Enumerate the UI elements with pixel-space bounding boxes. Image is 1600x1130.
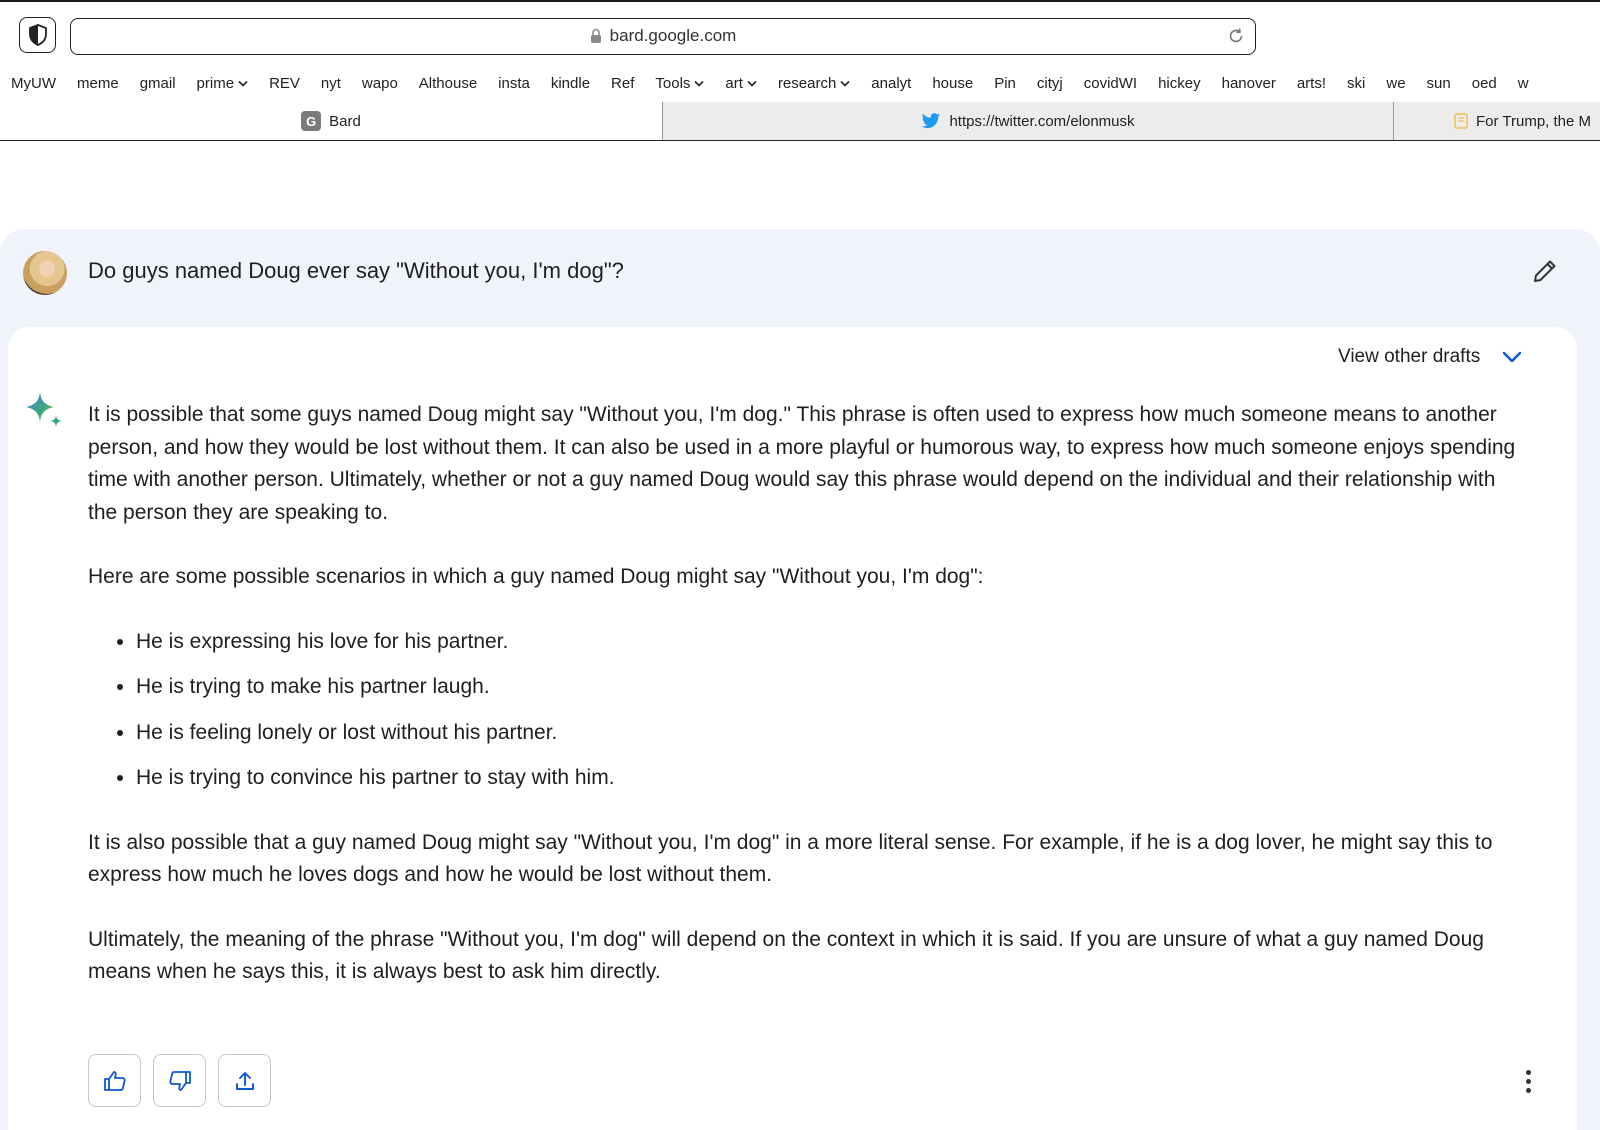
response-paragraph: It is possible that some guys named Doug might say "Without you, I'm dog." This phrase is often used to express how much someone means to another person, and how they would be lost without them. It can also be used in a more playful or humorous way, to express how much someone enjoys spending time with another person. Ultimately, whether or not a guy named Doug would say this phrase would depend on the individual and their relationship with the person they are speaking to. xyxy=(88,403,1516,524)
bookmark-arts[interactable] xyxy=(1286,75,1336,92)
bookmark-hanover[interactable] xyxy=(1211,75,1286,92)
bookmark-label: research xyxy=(777,74,837,92)
bookmark-research[interactable] xyxy=(767,75,860,92)
response-body xyxy=(88,399,1528,1021)
list-item: • He is trying to convince his partner to stay with him. xyxy=(136,762,1528,795)
tab-label: https://twitter.com/elonmusk xyxy=(949,112,1135,130)
tab-label: Bard xyxy=(329,112,361,130)
list-item: • He is expressing his love for his partner. xyxy=(136,626,1528,659)
user-prompt-row xyxy=(0,229,1600,327)
bookmark-label: hanover xyxy=(1221,74,1276,92)
news-icon xyxy=(1454,113,1468,129)
bookmark-label: arts! xyxy=(1296,74,1327,92)
share-button[interactable] xyxy=(218,1054,271,1107)
thumbs-down-button[interactable] xyxy=(153,1054,206,1107)
pencil-icon xyxy=(1531,257,1559,285)
bookmark-label: Pin xyxy=(994,74,1016,92)
bookmark-sun[interactable] xyxy=(1416,75,1461,92)
bookmark-analyt[interactable] xyxy=(861,75,922,92)
shield-icon xyxy=(28,24,48,46)
bookmark-insta[interactable] xyxy=(488,75,541,92)
bookmark-oed[interactable] xyxy=(1461,75,1507,92)
chevron-down-icon xyxy=(1502,351,1522,363)
twitter-bird-icon xyxy=(921,113,941,130)
browser-chrome xyxy=(0,0,1600,141)
scenario-list xyxy=(88,626,1528,795)
response-actions xyxy=(88,1054,271,1107)
bookmark-tools[interactable] xyxy=(645,75,715,92)
bookmark-covidwi[interactable] xyxy=(1073,75,1147,92)
more-vert-icon xyxy=(1526,1070,1531,1075)
bookmark-w[interactable] xyxy=(1507,75,1539,92)
bookmark-label: w xyxy=(1517,74,1529,92)
bookmark-label: oed xyxy=(1471,74,1497,92)
tab-bar xyxy=(0,102,1600,141)
more-options-button[interactable] xyxy=(1510,1061,1546,1101)
address-bar[interactable] xyxy=(70,18,1256,55)
lock-icon xyxy=(590,28,602,44)
bookmark-label: meme xyxy=(77,74,119,92)
bookmark-wapo[interactable] xyxy=(351,75,408,92)
share-upload-icon xyxy=(234,1070,256,1092)
edit-prompt-button[interactable] xyxy=(1525,251,1565,291)
bookmark-label: Althouse xyxy=(418,74,478,92)
response-paragraph: Here are some possible scenarios in which a guy named Doug might say "Without you, I'm dog": xyxy=(88,565,984,588)
bookmark-label: we xyxy=(1386,74,1406,92)
bookmark-label: MyUW xyxy=(11,74,56,92)
chevron-down-icon xyxy=(747,80,757,87)
bookmark-label: wapo xyxy=(361,74,398,92)
bookmark-gmail[interactable] xyxy=(129,75,186,92)
thumbs-up-icon xyxy=(103,1069,127,1093)
bookmark-hickey[interactable] xyxy=(1148,75,1212,92)
bookmark-label: ski xyxy=(1347,74,1366,92)
bard-sparkle-icon xyxy=(24,391,64,431)
response-paragraph: It is also possible that a guy named Doug might say "Without you, I'm dog" in a more literal sense. For example, if he is a dog lover, he might say this to express how much he loves dogs and how he would be lost without them. xyxy=(88,830,1493,886)
bookmark-label: art xyxy=(725,74,743,92)
bookmark-nyt[interactable] xyxy=(310,75,351,92)
bookmark-art[interactable] xyxy=(715,75,768,92)
view-other-drafts-button[interactable] xyxy=(1338,339,1522,375)
response-card xyxy=(8,327,1577,1130)
bookmark-label: house xyxy=(932,74,974,92)
bookmark-kindle[interactable] xyxy=(540,75,600,92)
bookmark-meme[interactable] xyxy=(67,75,130,92)
bookmark-label: REV xyxy=(269,74,300,92)
bookmark-pin[interactable] xyxy=(984,75,1027,92)
response-paragraph: Ultimately, the meaning of the phrase "Without you, I'm dog" will depend on the context in which it is said. If you are unsure of what a guy named Doug means when he says this, it is always best to ask him directly. xyxy=(88,927,1484,983)
prompt-text: Do guys named Doug ever say "Without you, I'm dog"? xyxy=(88,258,624,283)
bookmark-we[interactable] xyxy=(1376,75,1416,92)
window-top-border xyxy=(0,0,1600,2)
bookmark-label: prime xyxy=(196,74,235,92)
drafts-label: View other drafts xyxy=(1338,346,1481,367)
thumbs-down-icon xyxy=(168,1069,192,1093)
bookmarks-bar xyxy=(0,70,1600,96)
bookmark-label: nyt xyxy=(320,74,341,92)
tab-twitter[interactable] xyxy=(662,102,1394,140)
bookmark-label: Tools xyxy=(655,74,691,92)
bookmark-prime[interactable] xyxy=(186,75,259,92)
user-avatar xyxy=(23,251,67,295)
bookmark-althouse[interactable] xyxy=(408,75,487,92)
bookmark-cityj[interactable] xyxy=(1026,75,1073,92)
bard-favicon-icon: G xyxy=(301,111,321,131)
privacy-shield-button[interactable] xyxy=(19,17,56,53)
url-text: bard.google.com xyxy=(609,26,737,45)
bookmark-ref[interactable] xyxy=(601,75,645,92)
bookmark-label: hickey xyxy=(1158,74,1201,92)
chevron-down-icon xyxy=(840,80,850,87)
bookmark-ski[interactable] xyxy=(1337,75,1376,92)
thumbs-up-button[interactable] xyxy=(88,1054,141,1107)
bookmark-label: cityj xyxy=(1036,74,1063,92)
bookmark-label: covidWI xyxy=(1083,74,1138,92)
list-item: • He is feeling lonely or lost without his partner. xyxy=(136,717,1528,750)
bookmark-myuw[interactable] xyxy=(0,75,67,92)
bookmark-house[interactable] xyxy=(922,75,984,92)
bookmark-label: Ref xyxy=(611,74,635,92)
bookmark-label: sun xyxy=(1426,74,1451,92)
bookmark-label: kindle xyxy=(550,74,591,92)
tab-bard[interactable] xyxy=(0,102,662,140)
chevron-down-icon xyxy=(238,80,248,87)
tab-label: For Trump, the M xyxy=(1476,112,1592,130)
chevron-down-icon xyxy=(694,80,704,87)
reload-icon[interactable] xyxy=(1227,27,1245,45)
list-item: • He is trying to make his partner laugh. xyxy=(136,671,1528,704)
bookmark-label: gmail xyxy=(139,74,176,92)
tab-news[interactable] xyxy=(1394,102,1600,140)
bookmark-label: analyt xyxy=(871,74,912,92)
bookmark-rev[interactable] xyxy=(259,75,311,92)
bookmark-label: insta xyxy=(498,74,530,92)
